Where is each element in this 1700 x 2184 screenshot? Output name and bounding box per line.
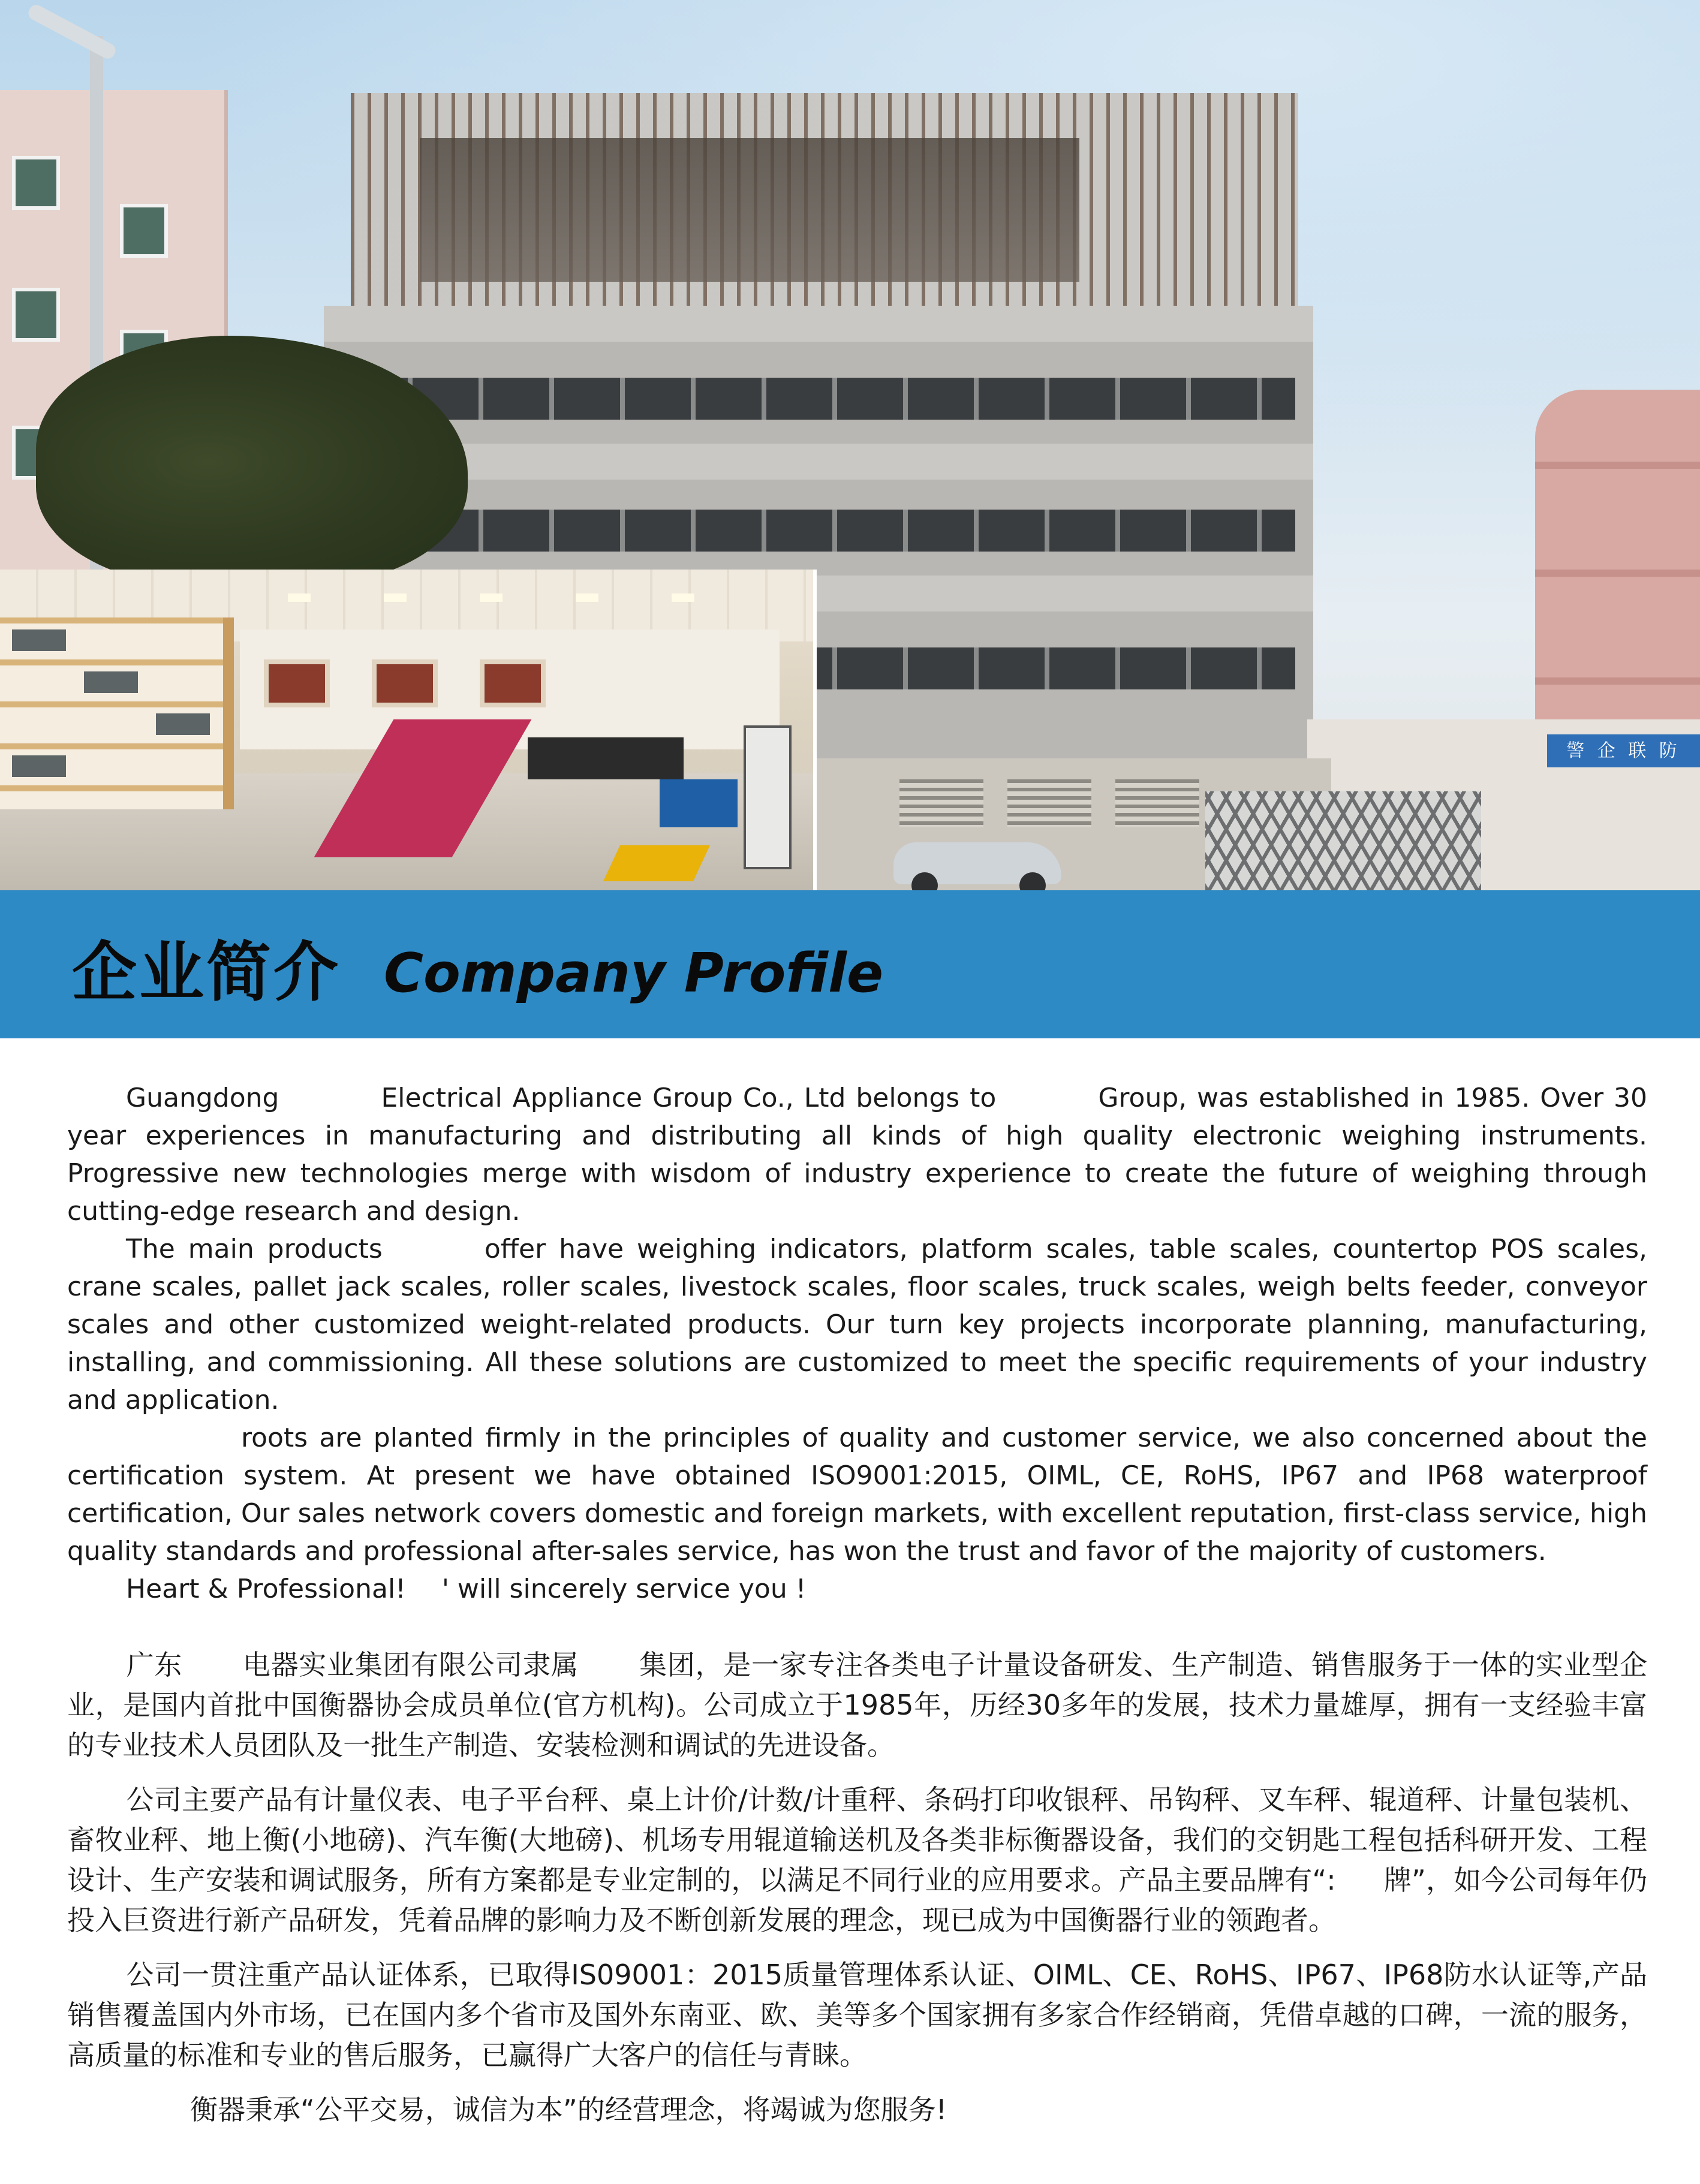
en-paragraph-2 [67,1230,1647,1419]
en-p3-text: roots are planted firmly in the principles of quality and customer service, we also concerned about the certification system. At present we have obtained ISO9001:2015, OIML, CE, RoHS, IP67 and IP68 waterproof certification, Our sales network covers domestic and foreign markets, with excellent reputation, first-class service, high quality standards and professional after-sales service, has won the trust and favor of the majority of customers. [67,1423,1647,1567]
floor-scale [603,845,710,881]
wall-display-board [264,659,330,707]
showroom-photo [0,570,817,890]
en-p1-part-a: Guangdong [126,1083,279,1113]
street-sign: 警 企 联 防 [1547,734,1700,767]
building-window [12,288,60,342]
wall-display-board [372,659,438,707]
window-row [342,378,1295,420]
wall-display-board [480,659,546,707]
window-row [342,510,1295,552]
page-title-cn: 企业简介 [72,935,341,1010]
building-window [120,204,168,258]
cn-p1-part-c: 集团，是一家专注各类电子计量设备研发、生产制造、销售服务于一体的实业型企业，是国内首批中国衡器协会成员单位(官方机构)。公司成立于1985年，历经30多年的发展，技术力量雄厚，拥有一支经验丰富的专业技术人员团队及一批生产制造、安装检测和调试的先进设备。 [67,1649,1648,1761]
building-stripe [1535,677,1700,685]
cn-paragraph-1 [67,1645,1647,1766]
cn-paragraph-2 [67,1780,1647,1941]
en-paragraph-4 [67,1570,1647,1608]
en-paragraph-3 [67,1419,1647,1570]
vent-grille [899,779,983,827]
vent-grille [1007,779,1091,827]
en-p2-part-a: The main products [126,1234,383,1264]
en-p1-part-b: Electrical Appliance Group Co., Ltd belongs to [381,1083,997,1113]
facade-band [324,306,1313,342]
ceiling-light [480,594,503,602]
building-window [12,156,60,210]
cn-p3-text: 公司一贯注重产品认证体系，已取得IS09001：2015质量管理体系认证、OIML、CE、RoHS、IP67、IP68防水认证等,产品销售覆盖国内外市场，已在国内多个省市及国外东南亚、欧、美等多个国家拥有多家合作经销商，凭借卓越的口碑，一流的服务，高质量的标准和专业的售后服务，已赢得广大客户的信任与青睐。 [67,1959,1647,2071]
english-section [67,1079,1647,1608]
shelf-product [12,629,66,651]
meeting-table [528,737,684,779]
product-shelf [0,617,234,809]
shelf-product [84,671,138,693]
ceiling-light [576,594,598,602]
en-paragraph-1 [67,1079,1647,1230]
title-band [0,890,1700,1038]
ceiling-light [384,594,407,602]
ceiling-light [288,594,311,602]
cn-paragraph-3 [67,1955,1647,2075]
folding-gate [1205,791,1481,890]
rooftop-structure [420,138,1079,282]
vent-grille [1115,779,1199,827]
en-p2-part-b: offer have weighing indicators, platform scales, table scales, countertop POS scales, crane scales, pallet jack scales, roller scales, livestock scales, floor scales, truck scales, weigh belts feeder, conveyor scales and other customized weight-related products. Our turn key projects incorporate planning, manufacturing, installing, and commissioning. All these solutions are customized to meet the specific requirements of your industry and application. [67,1234,1648,1415]
ceiling-light [672,594,694,602]
en-p4-part-b: ' will sincerely service you ! [441,1574,807,1604]
hero-photo [0,0,1700,890]
cn-p2-part-b: 牌”，如今公司每年仍投入巨资进行新产品研发，凭着品牌的影响力及不断创新发展的理念，现已成为中国衡器行业的领跑者。 [67,1864,1647,1936]
en-p1-part-c: Group, was established in 1985. Over 30 year experiences in manufacturing and distributing all kinds of high quality electronic weighing instruments. Progressive new technologies merge with wisdom of industry experience to create the future of weighing through cutting-edge research and design. [67,1083,1647,1227]
page-title-en: Company Profile [384,942,884,1005]
platform-scale [660,779,738,827]
shelf-product [156,713,210,735]
building-stripe [1535,570,1700,577]
en-p4-part-a: Heart & Professional! [126,1574,406,1604]
cn-p2-part-a: 公司主要产品有计量仪表、电子平台秤、桌上计价/计数/计重秤、条码打印收银秤、吊钩秤、叉车秤、辊道秤、计量包装机、畜牧业秤、地上衡(小地磅)、汽车衡(大地磅)、机场专用辊道输送机及各类非标衡器设备，我们的交钥匙工程包括科研开发、工程设计、生产安装和调试服务，所有方案都是专业定制的，以满足不同行业的应用要求。产品主要品牌有“: [67,1784,1647,1896]
shelf-product [12,755,66,777]
kiosk-machine [744,725,792,869]
cn-p1-part-b: 电器实业集团有限公司隶属 [242,1649,579,1681]
facade-band [324,444,1313,480]
chinese-section [67,1645,1647,2130]
cn-paragraph-4: 衡器秉承“公平交易，诚信为本”的经营理念，将竭诚为您服务! [190,2093,947,2126]
building-stripe [1535,462,1700,469]
cn-p1-part-a: 广东 [126,1649,183,1681]
